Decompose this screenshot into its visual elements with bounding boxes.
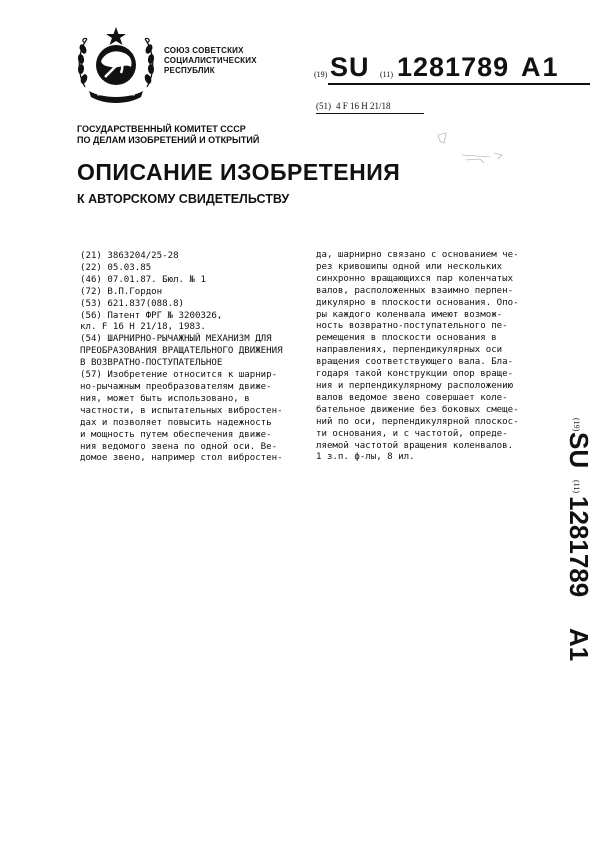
- ussr-emblem-icon: [75, 25, 157, 109]
- side-number: 1281789: [564, 496, 594, 598]
- country-name-line-1: СОЮЗ СОВЕТСКИХ: [164, 46, 244, 55]
- inid-code-51: (51): [316, 101, 331, 111]
- text-line: ти основания, и с частотой, опреде-: [316, 428, 508, 439]
- library-stamp-mark: [432, 125, 517, 170]
- inid-code-19: (19): [314, 70, 328, 79]
- text-line: ний по оси, перпендикулярной плоскос-: [316, 416, 519, 427]
- text-line: дах и позволяет повысить надежность: [80, 417, 272, 428]
- inid-code-11: (11): [380, 70, 394, 79]
- text-line: вращения соответствующего вала. Бла-: [316, 357, 514, 368]
- document-title: ОПИСАНИЕ ИЗОБРЕТЕНИЯ: [77, 159, 401, 185]
- text-line: валов ведомое звено совершает коле-: [316, 392, 508, 403]
- text-line: ность возвратно-поступательного пе-: [316, 321, 508, 332]
- text-line: кл. F 16 H 21/18, 1983.: [80, 322, 206, 333]
- publication-kind: A1: [521, 52, 560, 82]
- side-code-19: (19): [572, 418, 581, 432]
- text-line: домое звено, например стол вибростен-: [80, 453, 283, 464]
- text-line: ПРЕОБРАЗОВАНИЯ ВРАЩАТЕЛЬНОГО ДВИЖЕНИЯ: [80, 346, 283, 357]
- document-subtitle: К АВТОРСКОМУ СВИДЕТЕЛЬСТВУ: [77, 192, 290, 206]
- text-line: (57) Изобретение относится к шарнир-: [80, 370, 278, 381]
- country-name-line-3: РЕСПУБЛИК: [164, 66, 215, 75]
- text-line: 1 з.п. ф-лы, 8 ил.: [316, 452, 415, 463]
- text-line: (22) 05.03.85: [80, 262, 152, 273]
- publication-underline: [328, 83, 590, 85]
- text-line: (54) ШАРНИРНО-РЫЧАЖНЫЙ МЕХАНИЗМ ДЛЯ: [80, 334, 272, 345]
- text-line: (53) 621.837(088.8): [80, 298, 185, 309]
- text-line: валов, расположенных взаимно перпен-: [316, 285, 514, 296]
- text-line: ния ведомого звена по одной оси. Ве-: [80, 441, 278, 452]
- publication-country: SU: [330, 52, 370, 82]
- committee-line-1: ГОСУДАРСТВЕННЫЙ КОМИТЕТ СССР: [77, 124, 246, 134]
- text-line: бательное движение без боковых смеще-: [316, 404, 519, 415]
- country-name-line-2: СОЦИАЛИСТИЧЕСКИХ: [164, 56, 257, 65]
- text-line: годаря такой конструкции опор враще-: [316, 369, 514, 380]
- text-line: да, шарнирно связано с основанием че-: [316, 250, 519, 260]
- text-line: рез кривошипы одной или нескольких: [316, 261, 503, 272]
- text-line: и мощность путем обеспечения движе-: [80, 429, 272, 440]
- bibliographic-and-abstract-column: [80, 251, 308, 465]
- text-line: ремещения в плоскости основания в: [316, 333, 497, 344]
- text-line: синхронно вращающихся пар коленчатых: [316, 273, 514, 284]
- text-line: (72) В.П.Гордон: [80, 286, 163, 297]
- publication-number-block: [314, 52, 599, 86]
- side-code-11: (11): [572, 480, 581, 494]
- text-line: (46) 07.01.87. Бюл. № 1: [80, 274, 206, 285]
- text-line: но-рычажным преобразователям движе-: [80, 381, 272, 392]
- side-kind: A1: [564, 628, 594, 662]
- text-line: ния, может быть использовано, в: [80, 393, 250, 404]
- publication-number: 1281789: [397, 52, 510, 82]
- vertical-publication-number: [548, 418, 598, 698]
- ipc-code: 4 F 16 H 21/18: [336, 101, 391, 111]
- text-line: частности, в испытательных вибростен-: [80, 405, 283, 416]
- ipc-classification: [316, 101, 391, 111]
- side-country: SU: [564, 432, 594, 469]
- text-line: ния и перпендикулярному расположению: [316, 380, 514, 391]
- text-line: дикулярно в плоскости основания. Опо-: [316, 297, 519, 308]
- text-line: ры каждого коленвала имеют возмож-: [316, 309, 503, 320]
- ipc-underline: [316, 113, 424, 114]
- abstract-continuation-column: [316, 250, 561, 464]
- committee-line-2: ПО ДЕЛАМ ИЗОБРЕТЕНИЙ И ОТКРЫТИЙ: [77, 135, 260, 145]
- text-line: В ВОЗВРАТНО-ПОСТУПАТЕЛЬНОЕ: [80, 358, 223, 369]
- text-line: ляемой частотой вращения коленвалов.: [316, 440, 514, 451]
- text-line: (56) Патент ФРГ № 3200326,: [80, 310, 223, 321]
- text-line: (21) 3863204/25-28: [80, 251, 179, 261]
- text-line: направлениях, перпендикулярных оси: [316, 345, 503, 356]
